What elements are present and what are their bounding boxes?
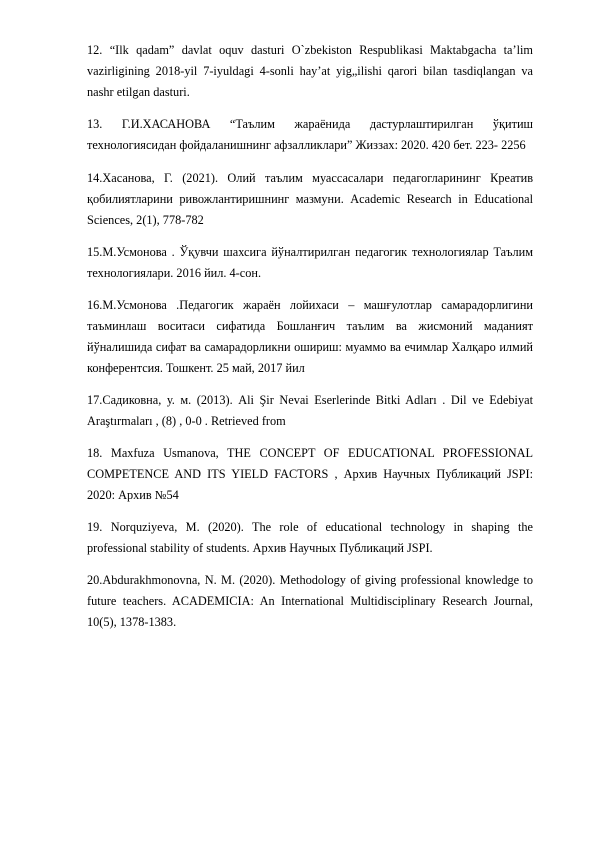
reference-list: [87, 40, 533, 644]
reference-item-12: 12. “Ilk qadam” davlat oquv dasturi O`zbekiston Respublikasi Maktabgacha taʼlim vazirligining 2018-yil 7-iyuldagi 4-sonli hayʼat yig„ilishi qarori bilan tasdiqlangan va nashr etilgan dasturi.: [87, 43, 533, 99]
reference-item-17: 17.Садиковна, у. м. (2013). Ali Şir Nevai Eserlerinde Bitki Adları . Dil ve Edebiyat Araştırmaları , (8) , 0-0 . Retrieved from: [87, 393, 533, 428]
reference-item-15: 15.М.Усмонова . Ўқувчи шахсига йўналтирилган педагогик технологиялар Таълим технологиялари. 2016 йил. 4-сон.: [87, 245, 533, 280]
reference-item-20: 20.Abdurakhmonovna, N. M. (2020). Methodology of giving professional knowledge to future teachers. ACADEMICIA: An International Multidisciplinary Research Journal, 10(5), 1378-1383.: [87, 573, 533, 629]
reference-item-19: 19. Norquziyeva, M. (2020). The role of educational technology in shaping the professional stability of students. Архив Научных Публикаций JSPI.: [87, 520, 533, 555]
reference-item-16: 16.М.Усмонова .Педагогик жараён лойихаси – машғулотлар самарадорлигини таъминлаш воситаси сифатида Бошланғич таълим ва жисмоний маданият йўналишида сифат ва самарадорликни ошириш: муаммо ва ечимлар Халқаро илмий конферентсия. Тошкент. 25 май, 2017 йил: [87, 298, 533, 375]
reference-item-14: 14.Хасанова, Г. (2021). Олий таълим муассасалари педагогларининг Креатив қобилиятларини ривожлантиришнинг мазмуни. Academic Research in Educational Sciences, 2(1), 778-782: [87, 171, 533, 227]
reference-item-18: 18. Maxfuza Usmanova, THE CONCEPT OF EDUCATIONAL PROFESSIONAL COMPETENCE AND ITS YIELD FACTORS , Архив Научных Публикаций JSPI: 2020: Архив №54: [87, 446, 533, 502]
reference-item-13: 13. Г.И.ХАСАНОВА “Таълим жараёнида дастурлаштирилган ўқитиш технологиясидан фойдаланишнинг афзалликлари” Жиззах: 2020. 420 бет. 223- 2256: [87, 117, 533, 152]
